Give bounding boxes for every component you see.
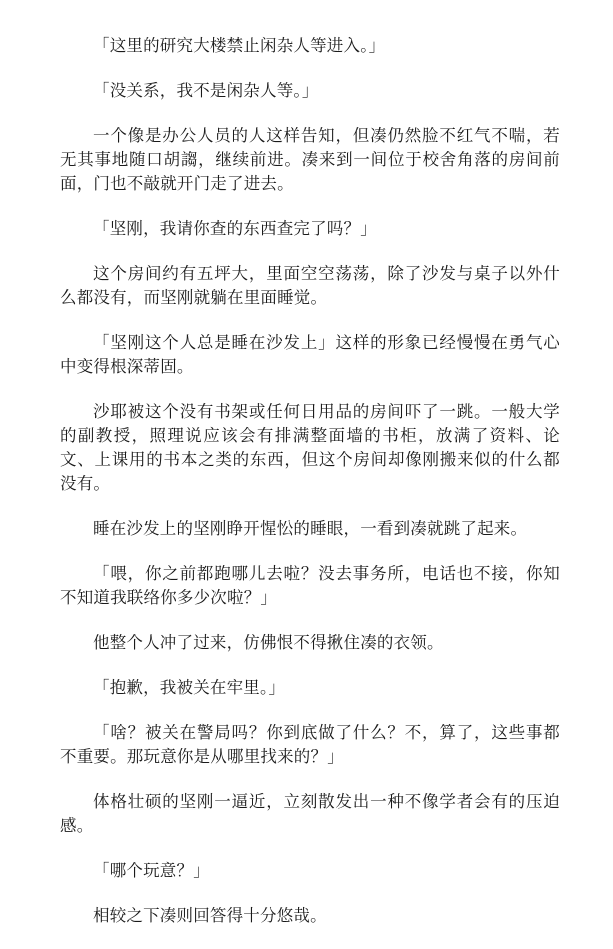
paragraph-3: 一个像是办公人员的人这样告知，但凑仍然脸不红气不喘，若无其事地随口胡謅，继续前进。凑来到一间位于校舍角落的房间前面，门也不敲就开门走了进去。 bbox=[60, 126, 560, 193]
paragraph-6: 「坚刚这个人总是睡在沙发上」这样的形象已经慢慢在勇气心中变得根深蒂固。 bbox=[60, 333, 560, 376]
paragraph-2: 「没关系，我不是闲杂人等。」 bbox=[93, 81, 319, 100]
paragraph-1: 「这里的研究大楼禁止闲杂人等进入。」 bbox=[93, 36, 386, 55]
paragraph-15: 相较之下凑则回答得十分悠哉。 bbox=[93, 906, 327, 925]
paragraph-8: 睡在沙发上的坚刚睁开惺忪的睡眼，一看到凑就跳了起来。 bbox=[93, 519, 528, 538]
body-text bbox=[60, 34, 560, 949]
paragraph-12: 「啥？被关在警局吗？你到底做了什么？不，算了，这些事都不重要。那玩意你是从哪里找来的？」 bbox=[60, 723, 560, 766]
paragraph-14: 「哪个玩意？」 bbox=[93, 861, 210, 880]
paragraph-11: 「抱歉，我被关在牢里。」 bbox=[93, 678, 286, 697]
paragraph-13: 体格壮硕的坚刚一逼近，立刻散发出一种不像学者会有的压迫感。 bbox=[60, 792, 560, 835]
paragraph-4: 「坚刚，我请你查的东西查完了吗？」 bbox=[93, 219, 377, 238]
paragraph-5: 这个房间约有五坪大，里面空空荡荡，除了沙发与桌子以外什么都没有，而坚刚就躺在里面睡觉。 bbox=[60, 264, 560, 307]
paragraph-10: 他整个人冲了过来，仿佛恨不得揪住凑的衣领。 bbox=[93, 633, 444, 652]
paragraph-7: 沙耶被这个没有书架或任何日用品的房间吓了一跳。一般大学的副教授，照理说应该会有排满整面墙的书柜，放满了资料、论文、上课用的书本之类的东西，但这个房间却像刚搬来似的什么都没有。 bbox=[60, 402, 560, 493]
paragraph-9: 「喂，你之前都跑哪儿去啦？没去事务所，电话也不接，你知不知道我联络你多少次啦？」 bbox=[60, 564, 560, 607]
